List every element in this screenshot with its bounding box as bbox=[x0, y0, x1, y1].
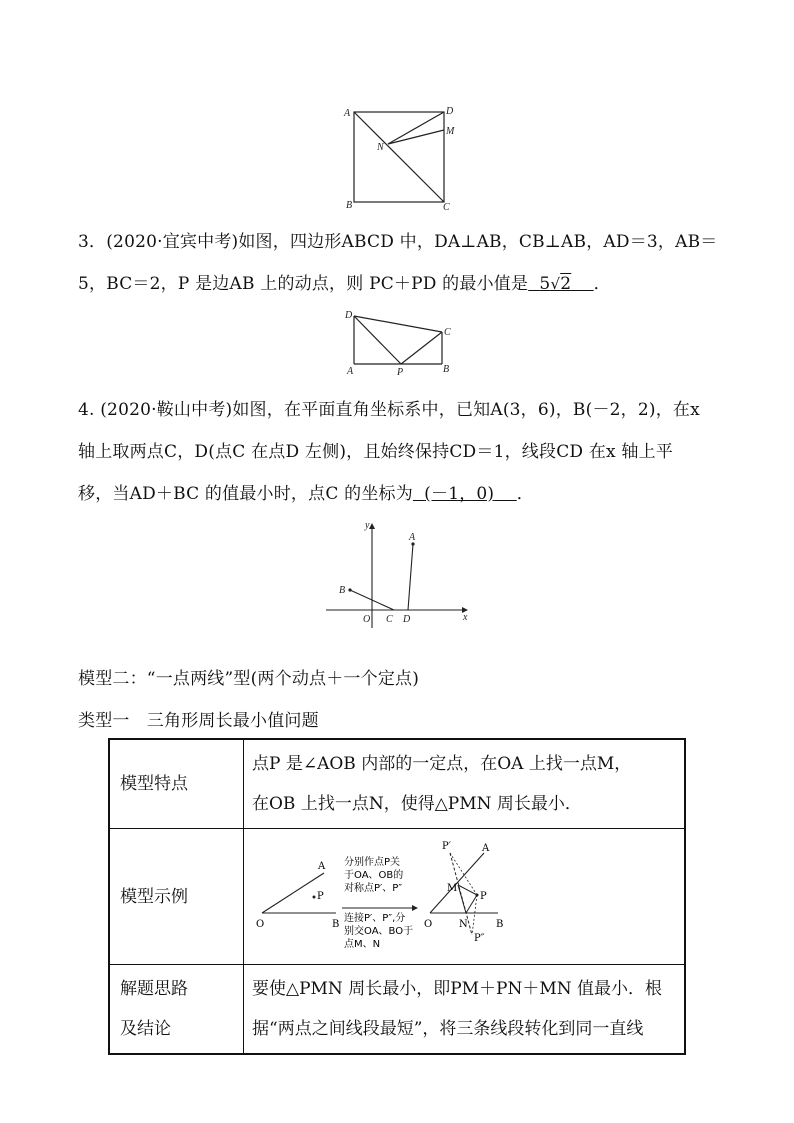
label-d: D bbox=[403, 614, 411, 625]
problem4-answer: (－1，0) bbox=[424, 484, 495, 504]
note-line-1: 分别作点P关 bbox=[344, 857, 401, 868]
conclusion-label-line2: 及结论 bbox=[120, 1019, 171, 1039]
conclusion-line1: 要使△PMN 周长最小，即PM＋PN＋MN 值最小．根 bbox=[252, 979, 663, 999]
label-c: C bbox=[386, 614, 393, 625]
feature-line2: 在OB 上找一点N，使得△PMN 周长最小． bbox=[252, 794, 582, 814]
table-row bbox=[109, 965, 685, 1055]
note-line-6: 点M、N bbox=[344, 939, 381, 949]
label-b-right: B bbox=[496, 919, 504, 930]
label-d: D bbox=[446, 106, 454, 117]
label-b: B bbox=[443, 364, 450, 375]
feature-line1: 点P 是∠AOB 内部的一定点，在OA 上找一点M， bbox=[252, 754, 632, 774]
label-y: y bbox=[365, 520, 370, 531]
label-m: M bbox=[446, 126, 455, 137]
label-n: N bbox=[459, 919, 468, 930]
label-o: O bbox=[256, 919, 265, 930]
label-o: O bbox=[363, 614, 371, 625]
label-n: N bbox=[377, 142, 384, 153]
problem4-line3: 移，当AD＋BC 的值最小时，点C 的坐标为 (－1，0) ． bbox=[78, 484, 534, 504]
note-line-4: 连接P′、P″,分 bbox=[344, 913, 406, 924]
label-c: C bbox=[443, 202, 450, 210]
label-d: D bbox=[345, 310, 353, 321]
note-line-2: 于OA、OB的 bbox=[344, 870, 404, 881]
label-a: A bbox=[347, 366, 354, 377]
label-m: M bbox=[447, 883, 458, 894]
problem3-line1: 3．(2020·宜宾中考)如图，四边形ABCD 中，DA⊥AB，CB⊥AB，AD＝3，AB＝ bbox=[78, 232, 718, 252]
label-p-double-prime: P″ bbox=[474, 933, 485, 944]
problem3-answer: 5√2 bbox=[539, 274, 572, 294]
square-figure bbox=[340, 104, 460, 210]
problem4-line1: 4. (2020·鞍山中考)如图，在平面直角坐标系中，已知A(3，6)，B(－2，2)，在x bbox=[78, 400, 700, 420]
note-line-3: 对称点P′、P″ bbox=[344, 883, 403, 894]
label-b: B bbox=[346, 200, 353, 210]
problem3-line2: 5，BC＝2，P 是边AB 上的动点，则 PC＋PD 的最小值是 5√2 ． bbox=[78, 274, 611, 294]
label-b: B bbox=[332, 919, 340, 930]
conclusion-line2: 据“两点之间线段最短”，将三条线段转化到同一直线 bbox=[252, 1019, 644, 1039]
coordinate-figure bbox=[322, 518, 478, 630]
table-row bbox=[109, 739, 685, 829]
row-label-example: 模型示例 bbox=[109, 829, 244, 965]
label-p: P bbox=[317, 891, 324, 902]
model-example-diagram bbox=[244, 829, 684, 949]
label-a: A bbox=[344, 108, 351, 119]
quadrilateral-figure bbox=[340, 306, 460, 378]
model-table bbox=[108, 738, 686, 1055]
label-a: A bbox=[409, 532, 416, 543]
label-p-prime: P′ bbox=[442, 841, 451, 852]
label-x: x bbox=[463, 612, 468, 623]
row-label-feature: 模型特点 bbox=[109, 739, 244, 829]
label-a: A bbox=[318, 861, 326, 872]
problem4-line2: 轴上取两点C，D(点C 在点D 左侧)，且始终保持CD＝1，线段CD 在x 轴上平 bbox=[78, 442, 674, 462]
label-a-right: A bbox=[482, 843, 490, 854]
model2-title: 模型二：“一点两线”型(两个动点＋一个定点) bbox=[78, 669, 420, 689]
label-b: B bbox=[339, 585, 346, 596]
label-c: C bbox=[444, 327, 451, 338]
type1-title: 类型一 三角形周长最小值问题 bbox=[78, 711, 319, 731]
label-p-right: P bbox=[480, 891, 487, 902]
table-row bbox=[109, 829, 685, 965]
conclusion-label-line1: 解题思路 bbox=[120, 979, 188, 999]
label-p: P bbox=[397, 367, 404, 378]
note-line-5: 别交OA、BO于 bbox=[344, 926, 414, 937]
label-o-right: O bbox=[424, 919, 433, 930]
